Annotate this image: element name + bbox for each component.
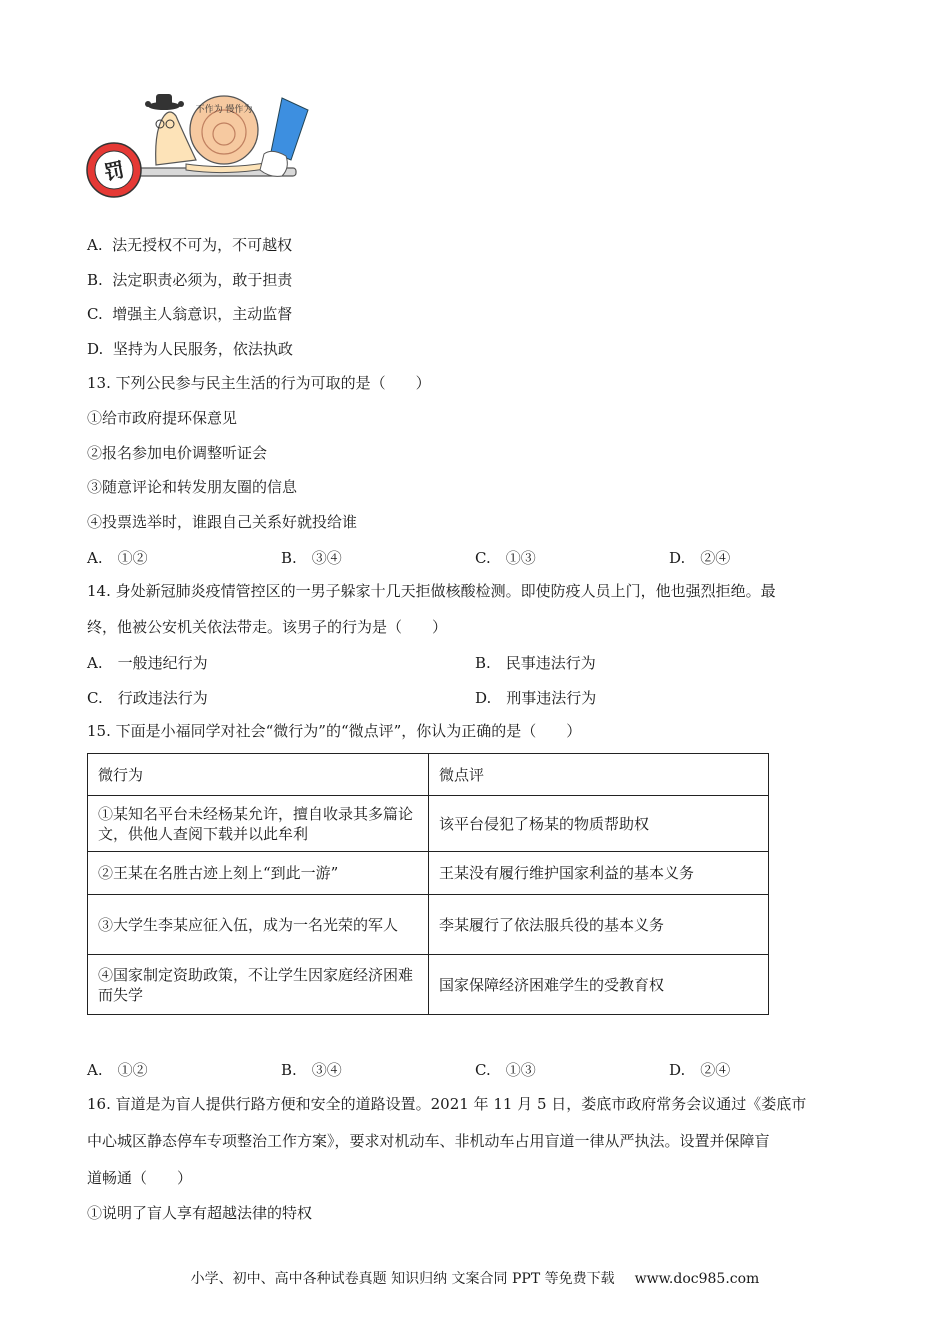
q15-option-b[interactable]: B. ③④ [281,1061,342,1079]
q15-option-c[interactable]: C. ①③ [475,1061,536,1079]
q13-item-2: ②报名参加电价调整听证会 [87,444,268,462]
table-header-row [88,754,769,796]
table-cell: 该平台侵犯了杨某的物质帮助权 [429,796,769,852]
table-row [88,852,769,895]
table-row [88,955,769,1015]
q12-option-d[interactable]: D. 坚持为人民服务，依法执政 [87,340,293,358]
q14-options-row-1 [87,652,847,672]
q14-option-b[interactable]: B. 民事违法行为 [475,654,596,672]
shell-text: 不作为 慢作为 [195,105,253,115]
q12-option-b[interactable]: B. 法定职责必须为，敢于担责 [87,271,293,289]
table-cell: 李某履行了依法服兵役的基本义务 [429,895,769,955]
q15-options [87,1059,847,1079]
table-cell: ④国家制定资助政策，不让学生因家庭经济困难而失学 [88,955,429,1015]
q13-stem: 13. 下列公民参与民主生活的行为可取的是（ ） [87,374,431,392]
q15-option-d[interactable]: D. ②④ [669,1061,731,1079]
q16-stem-line-3: 道畅通（ ） [87,1169,193,1187]
q14-options-row-2 [87,687,847,707]
q13-item-4: ④投票选举时，谁跟自己关系好就投给谁 [87,513,358,531]
page-footer [0,1268,950,1288]
table-header-behavior: 微行为 [88,754,429,796]
table-cell: 王某没有履行维护国家利益的基本义务 [429,852,769,895]
q12-option-c[interactable]: C. 增强主人翁意识，主动监督 [87,305,293,323]
q13-option-a[interactable]: A. ①② [87,549,148,567]
q15-table [87,753,769,1015]
q16-item-1: ①说明了盲人享有超越法律的特权 [87,1204,313,1222]
q15-stem: 15. 下面是小福同学对社会“微行为”的“微点评”，你认为正确的是（ ） [87,722,582,740]
q13-item-3: ③随意评论和转发朋友圈的信息 [87,478,298,496]
table-cell: ②王某在名胜古迹上刻上“到此一游” [88,852,429,895]
table-cell: ①某知名平台未经杨某允许，擅自收录其多篇论文，供他人查阅下载并以此牟利 [88,796,429,852]
table-header-comment: 微点评 [429,754,769,796]
table-row [88,895,769,955]
q15-option-a[interactable]: A. ①② [87,1061,148,1079]
q13-option-c[interactable]: C. ①③ [475,549,536,567]
q13-options [87,547,847,567]
q14-option-a[interactable]: A. 一般违纪行为 [87,654,208,672]
footer-text: 小学、初中、高中各种试卷真题 知识归纳 文案合同 PPT 等免费下载 [190,1271,615,1287]
table-cell: ③大学生李某应征入伍，成为一名光荣的军人 [88,895,429,955]
q13-item-1: ①给市政府提环保意见 [87,409,238,427]
q16-stem-line-1: 16. 盲道是为盲人提供行路方便和安全的道路设置。2021 年 11 月 5 日，娄底市政府常务会议通过《娄底市 [87,1095,807,1113]
q14-option-c[interactable]: C. 行政违法行为 [87,689,208,707]
q14-stem-line-1: 14. 身处新冠肺炎疫情管控区的一男子躲家十几天拒做核酸检测。即使防疫人员上门，他也强烈拒绝。最 [87,582,776,600]
table-row [88,796,769,852]
snail-penalty-illustration [86,90,316,200]
q13-option-b[interactable]: B. ③④ [281,549,342,567]
q13-option-d[interactable]: D. ②④ [669,549,731,567]
q12-option-a[interactable]: A. 法无授权不可为，不可越权 [87,236,293,254]
q16-stem-line-2: 中心城区静态停车专项整治工作方案》，要求对机动车、非机动车占用盲道一律从严执法。设置并保障盲 [87,1132,770,1150]
table-cell: 国家保障经济困难学生的受教育权 [429,955,769,1015]
q14-option-d[interactable]: D. 刑事违法行为 [475,689,597,707]
q14-stem-line-2: 终，他被公安机关依法带走。该男子的行为是（ ） [87,618,448,636]
sign-text: 罚 [101,157,127,185]
footer-link[interactable]: www.doc985.com [634,1271,760,1287]
